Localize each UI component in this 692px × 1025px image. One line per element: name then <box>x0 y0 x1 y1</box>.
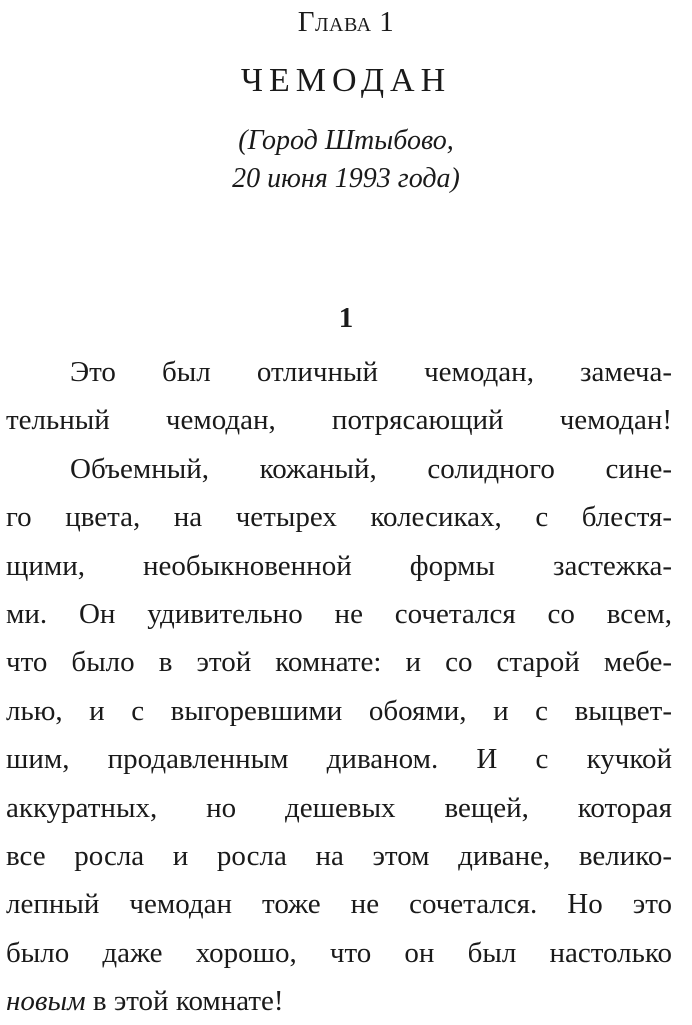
text-line: лью, и с выгоревшими обоями, и с выцвет- <box>6 694 672 727</box>
text-line: щими, необыкновенной формы застежка- <box>6 549 672 582</box>
subtitle-line: 20 июня 1993 года) <box>232 163 460 194</box>
chapter-label: Глава 1 <box>297 6 395 38</box>
text-line-last <box>6 977 672 1025</box>
text-line: шим, продавленным диваном. И с кучкой <box>6 743 672 776</box>
text-line: тельный чемодан, потрясающий чемодан! <box>6 404 672 437</box>
text-line: го цвета, на четырех колесиках, с блестя- <box>6 501 672 534</box>
text-fragment: в этой комнате! <box>85 985 284 1018</box>
body-text <box>6 348 672 1025</box>
text-line: Это был отличный чемодан, замеча- <box>70 356 672 388</box>
text-line: Объемный, кожаный, солидного сине- <box>70 452 672 485</box>
emphasized-word: новым <box>6 985 86 1018</box>
section-number: 1 <box>338 302 354 334</box>
chapter-title: ЧЕМОДАН <box>240 62 452 99</box>
subtitle-line: (Город Штыбово, <box>238 125 454 156</box>
text-line: лепный чемодан тоже не сочетался. Но это <box>6 888 672 921</box>
text-line: аккуратных, но дешевых вещей, которая <box>6 791 672 824</box>
text-line: все росла и росла на этом диване, велико- <box>6 839 672 872</box>
text-line: ми. Он удивительно не сочетался со всем, <box>6 597 672 630</box>
text-line: было даже хорошо, что он был настолько <box>6 936 672 969</box>
chapter-subtitle <box>0 122 692 198</box>
text-line: что было в этой комнате: и со старой мебе- <box>6 646 672 679</box>
